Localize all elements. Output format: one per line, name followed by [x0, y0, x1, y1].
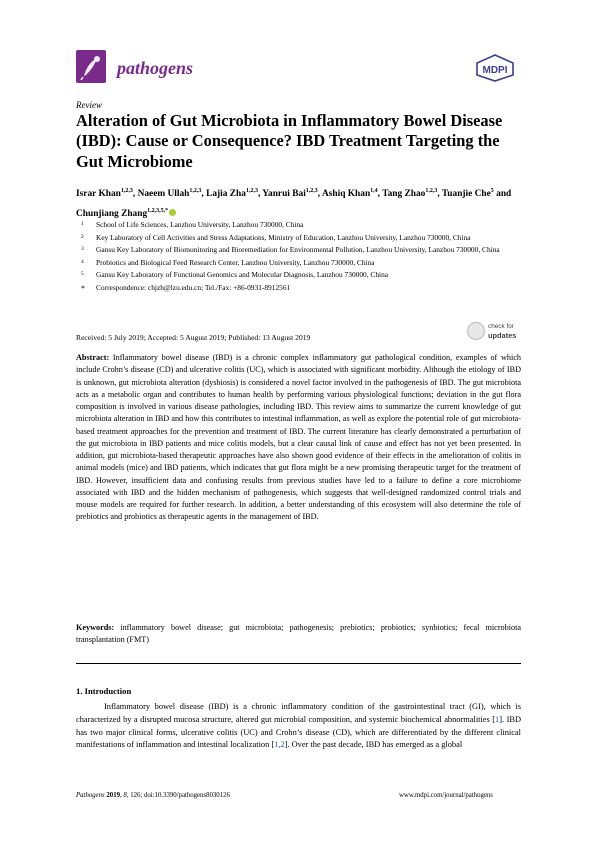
author-name[interactable]: Israr Khan [76, 189, 121, 200]
affiliation-text: Probiotics and Biological Feed Research Center, Lanzhou University, Lanzhou 730000, China [96, 257, 375, 267]
affiliation-number: 3 [81, 246, 84, 252]
orcid-icon[interactable] [169, 209, 176, 216]
affiliation-text: Gansu Key Laboratory of Functional Genomics and Molecular Diagnosis, Lanzhou 730000, China [96, 270, 389, 279]
abstract [76, 352, 521, 524]
footer-citation: Pathogens 2019, 8, 126; doi:10.3390/pathogens8030126 [76, 792, 230, 799]
affiliation-number: * [81, 283, 85, 293]
author-affil-sup: 1,4 [370, 188, 378, 194]
section-heading: 1. Introduction [76, 686, 132, 696]
affiliations [76, 220, 526, 295]
affiliation-number: 2 [81, 233, 84, 240]
abstract-label: Abstract: [76, 353, 110, 362]
author-name[interactable]: Naeem Ullah [137, 189, 190, 200]
author-name[interactable]: Ashiq Khan [321, 189, 371, 200]
keywords [76, 622, 521, 647]
affiliation-item [76, 220, 526, 231]
author-affil-sup: 1,2,3 [189, 188, 202, 194]
citation-link[interactable]: 1,2 [274, 740, 285, 750]
publication-dates: Received: 5 July 2019; Accepted: 5 August 2019; Published: 13 August 2019 [76, 333, 311, 342]
correspondence-text[interactable]: Correspondence: chjzh@lzu.edu.cn; Tel./Fax: +86-0931-8912561 [96, 282, 291, 292]
footer-journal-url[interactable]: www.mdpi.com/journal/pathogens [399, 792, 493, 799]
svg-text:MDPI: MDPI [482, 65, 508, 76]
article-type: Review [76, 100, 102, 110]
affiliation-item [76, 258, 526, 269]
affiliation-text: Key Laboratory of Cell Activities and Stress Adaptations, Ministry of Education, Lanzhou University, Lanzhou 730000, China [96, 232, 471, 242]
author-affil-sup: 1,2,3,5,* [147, 208, 169, 215]
affiliation-number: 4 [81, 258, 84, 265]
affiliation-item [76, 245, 526, 256]
correspondence [76, 283, 526, 294]
divider [76, 663, 521, 664]
citation-link[interactable]: 1 [495, 714, 500, 724]
check-updates-icon [467, 322, 485, 340]
author-list: Israr Khan$^{1,2,3}$, Naeem Ullah$^{1,2,3}$, Lajia Zha$^{1,2,3}$, Yanrui Bai$^{1,2,3}$, Ashiq Khan$^{1,4}$, Tang Zhao$^{1,2,3}$, Tuanjie Che$^5$ and Chunjiang Zhang$^{1,2,3,5,*}$ [76, 188, 512, 220]
abstract-text: Inflammatory bowel disease (IBD) is a chronic complex inflammatory gut pathological condition, examples of which include Crohn’s disease (CD) and ulcerative colitis (UC), which is associated with significant morbidity. Although the etiology of IBD is unknown, gut microbiota alteration (dysbiosis) is considered a novel factor involved in the pathogenesis of IBD. The gut microbiota acts as a metabolic organ and contributes to human health by performing various physiological functions; deviation in the gut flora composition is involved in various disease pathologies, including IBD. This review aims to summarize the current knowledge of gut microbiota alteration in IBD and how this contributes to intestinal inflammation, as well as explore the potential role of gut microbiota-based treatment approaches for the prevention and treatment of IBD. The current literature has clearly demonstrated a perturbation of the gut microbiota in IBD patients and mice colitis models, but a clear causal link of cause and effect has not yet been presented. In addition, gut microbiota-based therapeutic approaches have also shown good evidence of their effects in the amelioration of colitis in animal models (mice) and IBD patients, which indicates that gut flora might be a new promising therapeutic target for the treatment of IBD. However, insufficient data and confusing results from previous studies have led to a failure to define a core microbiome associated with IBD and the hidden mechanism of pathogenesis, which suggests that well-designed randomized control trials and mouse models are required for further research. In addition, a better understanding of this ecosystem will also determine the role of prebiotics and probiotics as therapeutic agents in the management of IBD. [76, 353, 521, 522]
affiliation-text: Gansu Key Laboratory of Biomonitoring and Bioremediation for Environmental Pollution, Lanzhou University, Lanzhou 730000, China [96, 245, 500, 254]
affiliation-number: 5 [81, 271, 84, 277]
journal-logo-icon [76, 50, 106, 83]
journal-name[interactable]: pathogens [117, 58, 194, 78]
affiliation-text: School of Life Sciences, Lanzhou University, Lanzhou 730000, China [96, 220, 304, 229]
author-name[interactable]: Lajia Zha [206, 189, 246, 200]
author-affil-sup: 1,2,3 [305, 188, 318, 194]
article-title: Alteration of Gut Microbiota in Inflammatory Bowel Disease (IBD): Cause or Consequence? IBD Treatment Targeting the Gut Microbiome [76, 111, 503, 171]
author-affil-sup: 5 [490, 188, 494, 194]
author-name[interactable]: Chunjiang Zhang [76, 209, 148, 220]
check-updates-line2: updates [488, 331, 517, 340]
author-affil-sup: 1,2,3 [425, 188, 438, 194]
intro-paragraph: Inflammatory bowel disease (IBD) is a chronic inflammatory condition of the gastrointestinal tract (GI), which is characterized by a disrupted mucosa structure, altered gut microbial composition, and systemic biochemical abnormalities [1]. IBD has two major clinical forms, ulcerative colitis (UC) and Crohn’s disease (CD), which are differentiated by the different clinical manifestations of inflammation and intestinal localization [1,2]. Over the past decade, IBD has emerged as a global [76, 702, 521, 750]
affiliation-number: 1 [81, 221, 84, 227]
author-affil-sup: 1,2,3 [120, 188, 133, 194]
affiliation-item [76, 270, 526, 281]
check-for-updates-badge[interactable] [467, 320, 521, 344]
author-affil-sup: 1,2,3 [245, 188, 258, 194]
author-name[interactable]: Tuanjie Che [441, 189, 491, 200]
mdpi-logo[interactable] [474, 54, 516, 82]
check-updates-line1: check for [488, 323, 514, 330]
keywords-label: Keywords: [76, 623, 115, 632]
affiliation-item [76, 233, 526, 244]
author-name[interactable]: Yanrui Bai [262, 189, 306, 200]
keywords-text: inflammatory bowel disease; gut microbiota; pathogenesis; prebiotics; probiotics; synbiotics; fecal microbiota transplantation (FMT) [76, 623, 522, 645]
author-name[interactable]: Tang Zhao [382, 189, 426, 200]
